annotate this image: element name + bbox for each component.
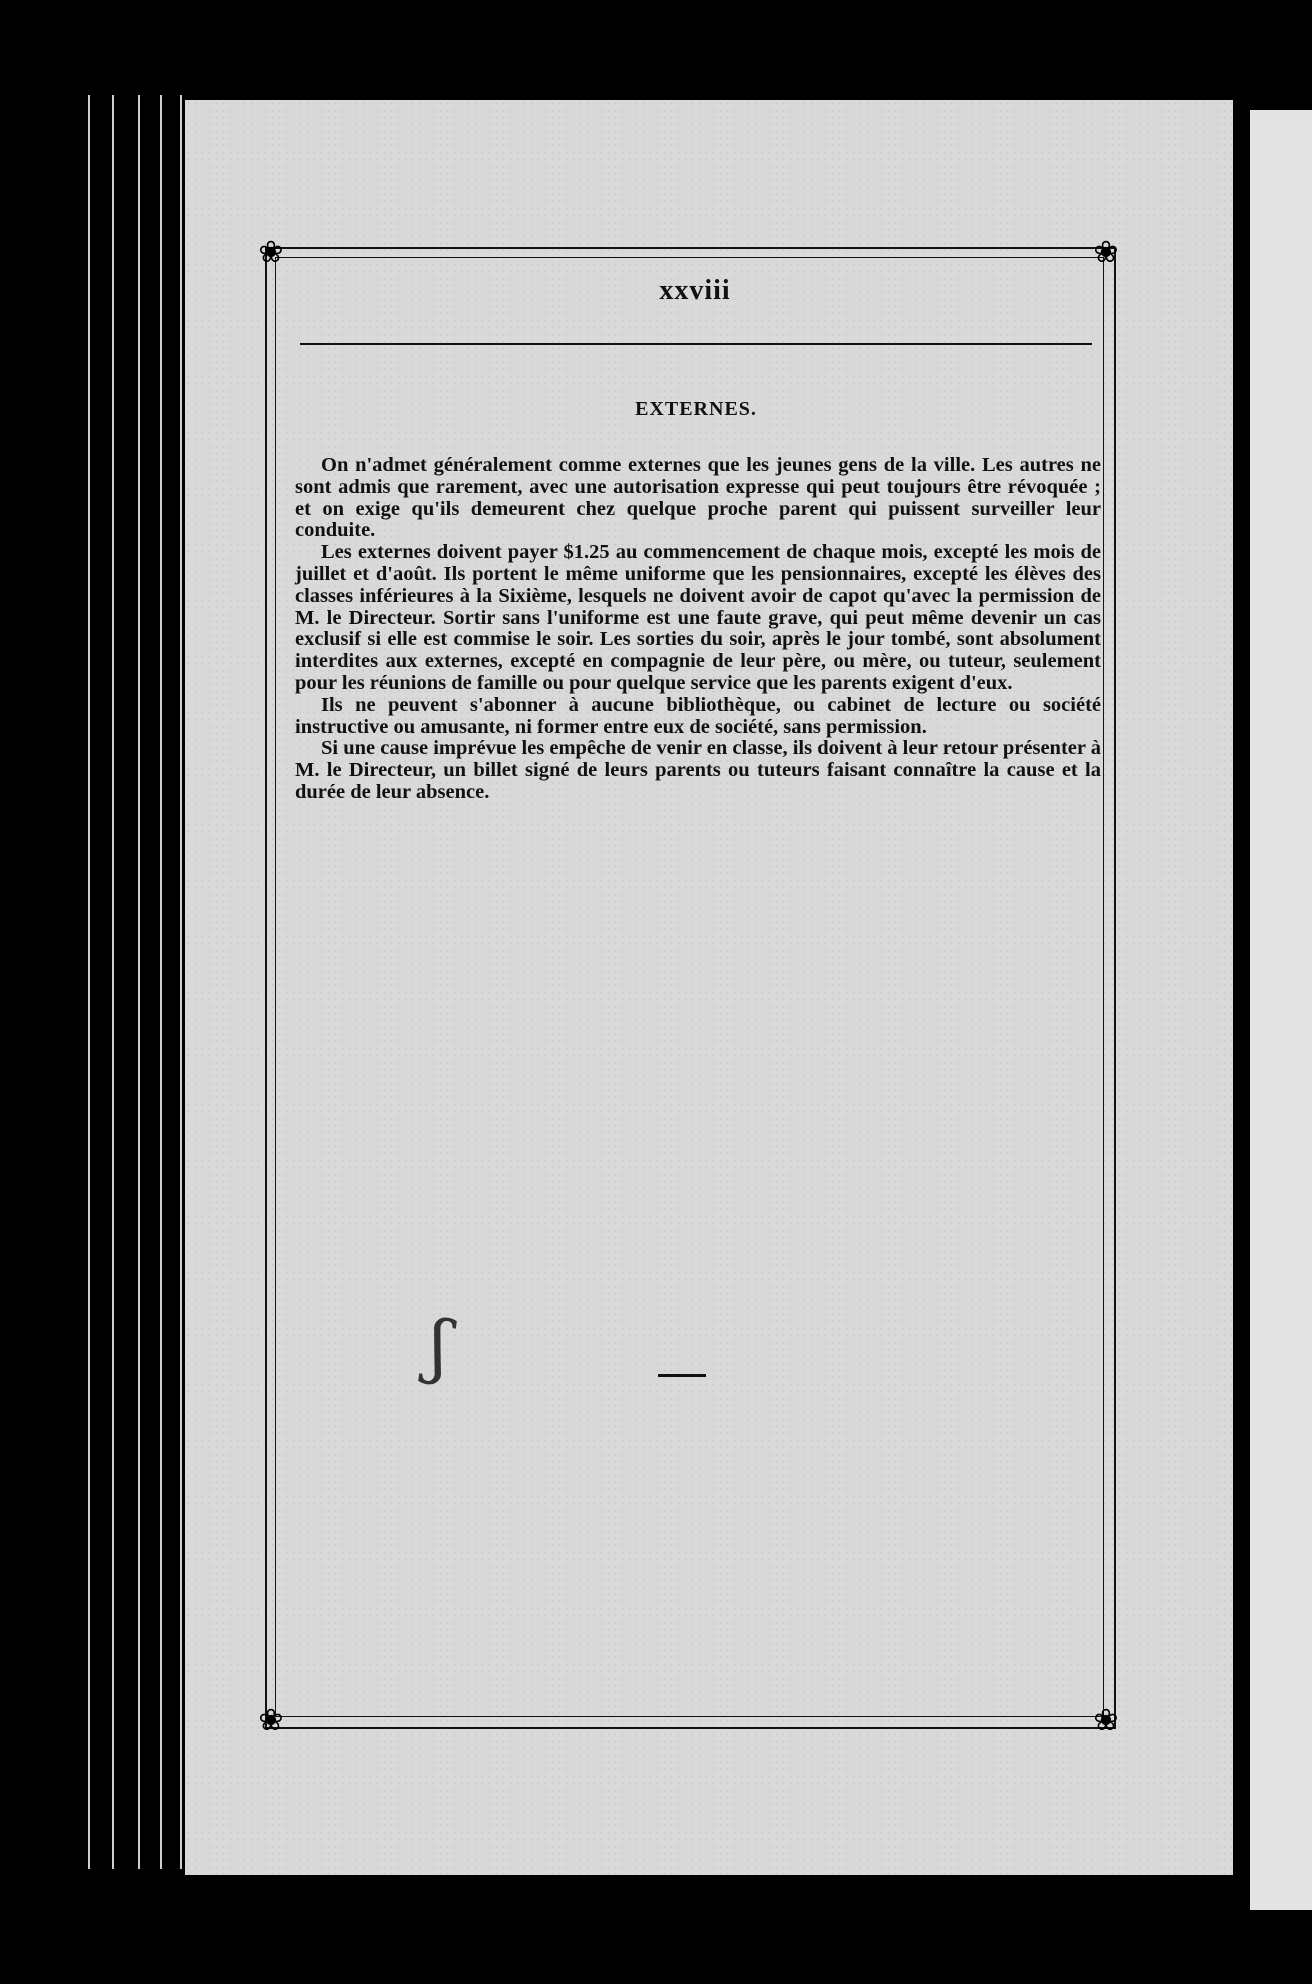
page-number: xxviii — [659, 275, 731, 306]
page-edge — [160, 95, 162, 1869]
ornament-icon: ❀ — [258, 236, 284, 269]
pencil-mark-icon: ʃ — [424, 1304, 455, 1388]
body-text — [295, 455, 1101, 804]
page-edge — [180, 95, 182, 1869]
paragraph: On n'admet généralement comme externes que les jeunes gens de la ville. Les autres ne sont admis que rarement, avec une autorisation expresse qui peut toujours être révoquée ; et on exige qu'ils demeurent chez quelque proche parent qui puissent surveiller leur conduite. — [295, 454, 1101, 542]
header-rule — [300, 343, 1092, 345]
page-edge — [112, 95, 114, 1869]
ornament-icon: ❀ — [258, 1704, 284, 1737]
paragraph: Ils ne peuvent s'abonner à aucune bibliothèque, ou cabinet de lecture ou société instructive ou amusante, ni former entre eux de société, sans permission. — [295, 693, 1101, 738]
end-rule — [658, 1374, 706, 1377]
ornament-icon: ❀ — [1093, 1704, 1119, 1737]
page-edge — [138, 95, 140, 1869]
scanned-page — [185, 100, 1233, 1875]
paragraph: Les externes doivent payer $1.25 au commencement de chaque mois, excepté les mois de juillet et d'août. Ils portent le même uniforme que les pensionnaires, excepté les élèves des classes inférieures à la Sixième, lesquels ne doivent avoir de capot qu'avec la permission de M. le Directeur. Sortir sans l'uniforme est une faute grave, qui peut même devenir un cas exclusif si elle est commise le soir. Les sorties du soir, après le jour tombé, sont absolument interdites aux externes, excepté en compagnie de leur père, ou mère, ou tuteur, seulement pour les réunions de famille ou pour quelque service que les parents exigent d'eux. — [295, 541, 1101, 694]
ornament-icon: ❀ — [1093, 236, 1119, 269]
facing-page-edge — [1250, 110, 1312, 1910]
book-page-edges — [0, 0, 200, 1984]
paragraph: Si une cause imprévue les empêche de venir en classe, ils doivent à leur retour présenter à M. le Directeur, un billet signé de leurs parents ou tuteurs faisant connaître la cause et la durée de leur absence. — [295, 737, 1101, 803]
gutter-shadow — [1233, 0, 1250, 1984]
section-title: EXTERNES. — [635, 398, 757, 420]
page-edge — [88, 95, 90, 1869]
